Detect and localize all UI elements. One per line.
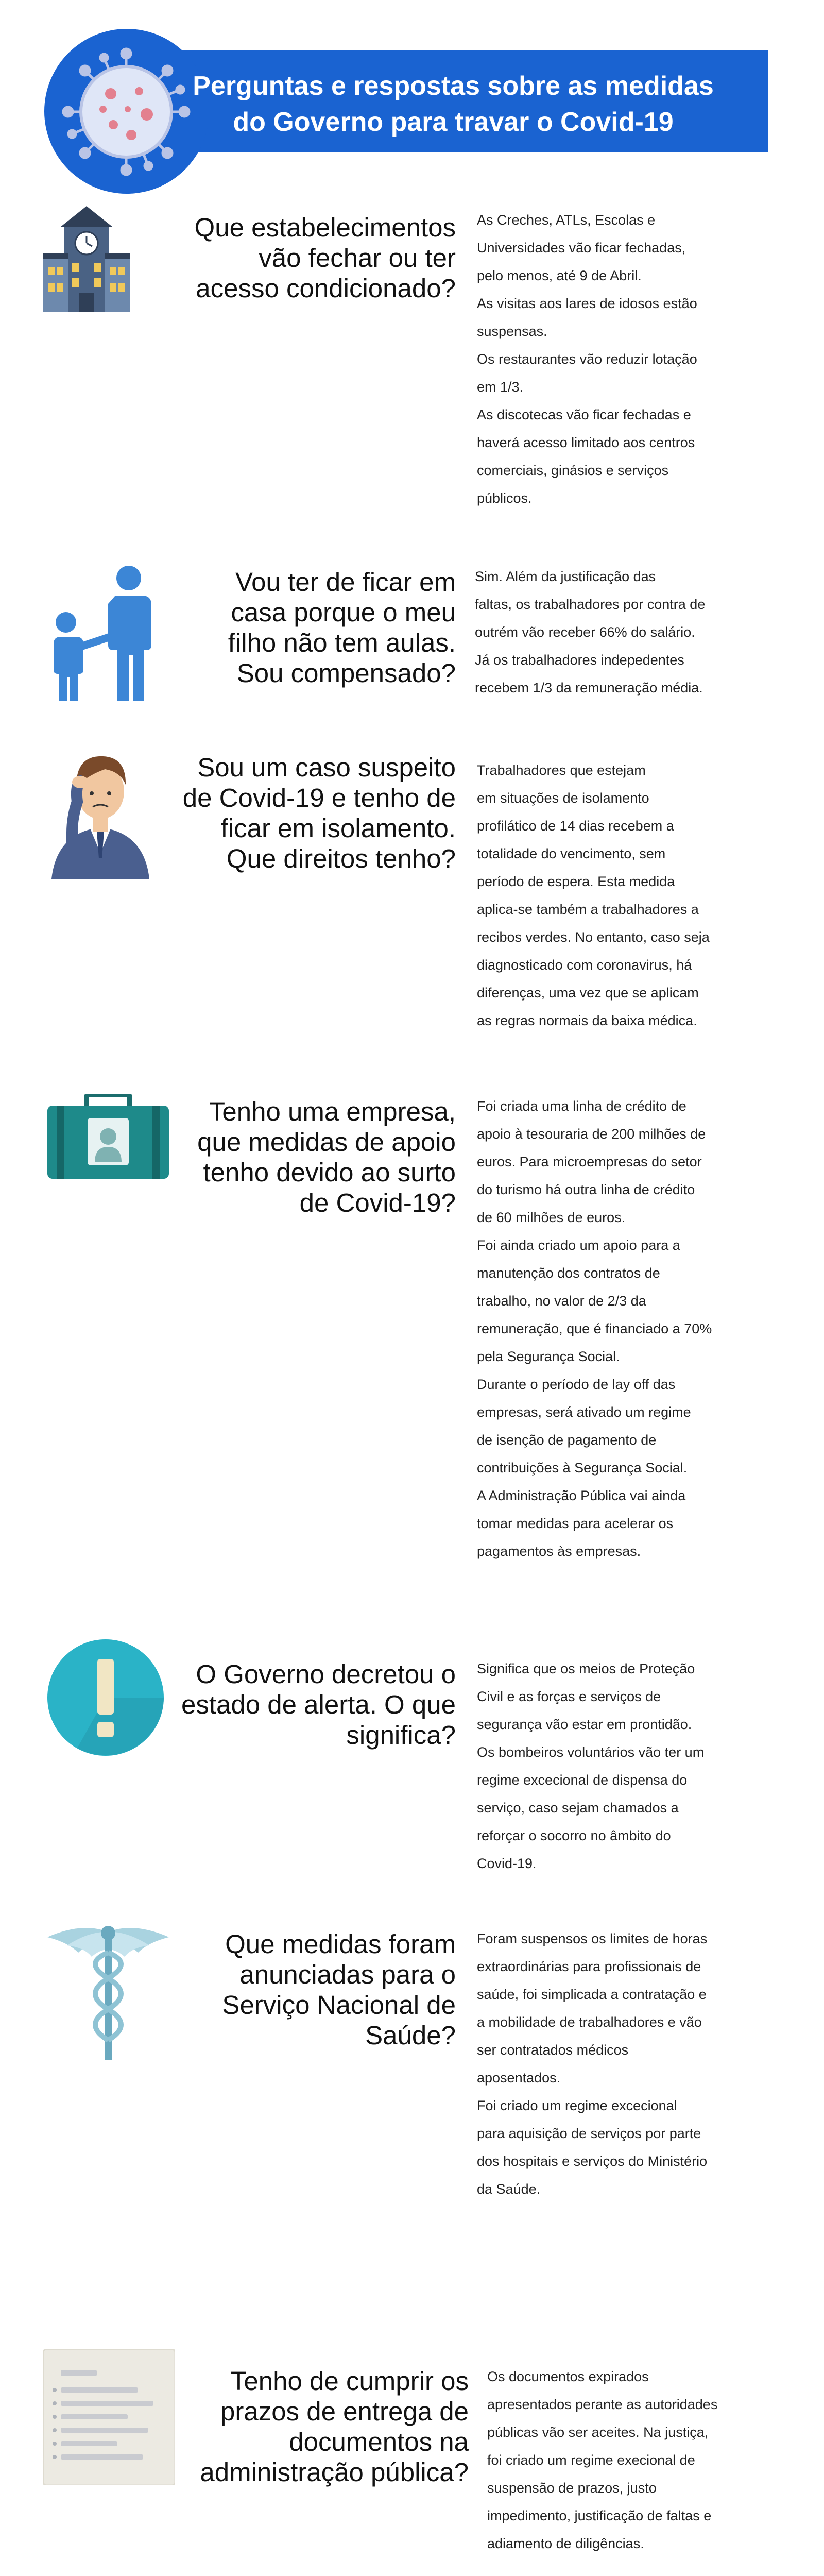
title-line-2: do Governo para travar o Covid-19 <box>233 107 674 137</box>
answer-4: Foi criada uma linha de crédito de apoio à tesouraria de 200 milhões de euros. Para microempresas do setor do turismo há outra linha de crédito de 60 milhões de euros. Foi ainda criado um apoio para a manutenção dos contratos de trabalho, no valor de 2/3 da remuneração, que é financiado a 70% pela Segurança Social. Durante o período de lay off das empresas, será ativado um regime de isenção de pagamento de contribuições à Segurança Social. A Administração Pública vai ainda tomar medidas para acelerar os pagamentos às empresas. <box>477 1098 712 1559</box>
answer-2: Sim. Além da justificação das faltas, os trabalhadores por contra de outrém vão receber 66% do salário. Já os trabalhadores indepedentes recebem 1/3 da remuneração média. <box>475 569 706 696</box>
answer-3: Trabalhadores que estejam em situações de isolamento profilático de 14 dias recebem a totalidade do vencimento, sem período de espera. Esta medida aplica-se também a trabalhadores a recibos verdes. No entanto, caso seja diagnosticado com coronavirus, há diferenças, uma vez que se aplicam as regras normais da baixa médica. <box>477 762 710 1028</box>
question-5: O Governo decretou o estado de alerta. O que significa? <box>181 1659 456 1750</box>
page-title <box>165 68 742 140</box>
question-6: Que medidas foram anunciadas para o Serviço Nacional de Saúde? <box>222 1929 456 2050</box>
question-2: Vou ter de ficar em casa porque o meu filho não tem aulas. Sou compensado? <box>228 567 456 688</box>
parent-child-icon <box>43 566 158 703</box>
question-7: Tenho de cumprir os prazos de entrega de documentos na administração pública? <box>200 2366 469 2487</box>
answer-7: Os documentos expirados apresentados perante as autoridades públicas vão ser aceites. Na justiça, foi criado um regime execional de suspensão de prazos, justo impedimento, justificação de faltas e adiamento de diligências. <box>487 2369 718 2551</box>
briefcase-icon <box>47 1094 169 1181</box>
question-3: Sou um caso suspeito de Covid-19 e tenho de ficar em isolamento. Que direitos tenho? <box>182 753 456 873</box>
question-1: Que estabelecimentos vão fechar ou ter acesso condicionado? <box>194 213 456 303</box>
caduceus-icon <box>47 1922 169 2063</box>
answer-1: As Creches, ATLs, Escolas e Universidades vão ficar fechadas, pelo menos, até 9 de Abril. As visitas aos lares de idosos estão suspensas. Os restaurantes vão reduzir lotação em 1/3. As discotecas vão ficar fechadas e haverá acesso limitado aos centros comerciais, ginásios e serviços públicos. <box>477 212 697 506</box>
answer-6: Foram suspensos os limites de horas extraordinárias para profissionais de saúde, foi simplicada a contratação e a mobilidade de trabalhadores e vão ser contratados médicos aposentados. Foi criado um regime excecional para aquisição de serviços por parte dos hospitais e serviços do Ministério da Saúde. <box>477 1931 708 2197</box>
document-icon <box>43 2349 175 2488</box>
question-4: Tenho uma empresa, que medidas de apoio tenho devido ao surto de Covid-19? <box>197 1097 456 1217</box>
sick-man-icon <box>41 750 160 882</box>
title-line-1: Perguntas e respostas sobre as medidas <box>193 71 714 101</box>
exclamation-icon <box>46 1638 165 1759</box>
school-building-icon <box>43 206 130 314</box>
answer-5: Significa que os meios de Proteção Civil e as forças e serviços de segurança vão estar em prontidão. Os bombeiros voluntários vão ter um regime excecional de dispensa do serviço, caso sejam chamados a reforçar o socorro no âmbito do Covid-19. <box>477 1661 705 1871</box>
